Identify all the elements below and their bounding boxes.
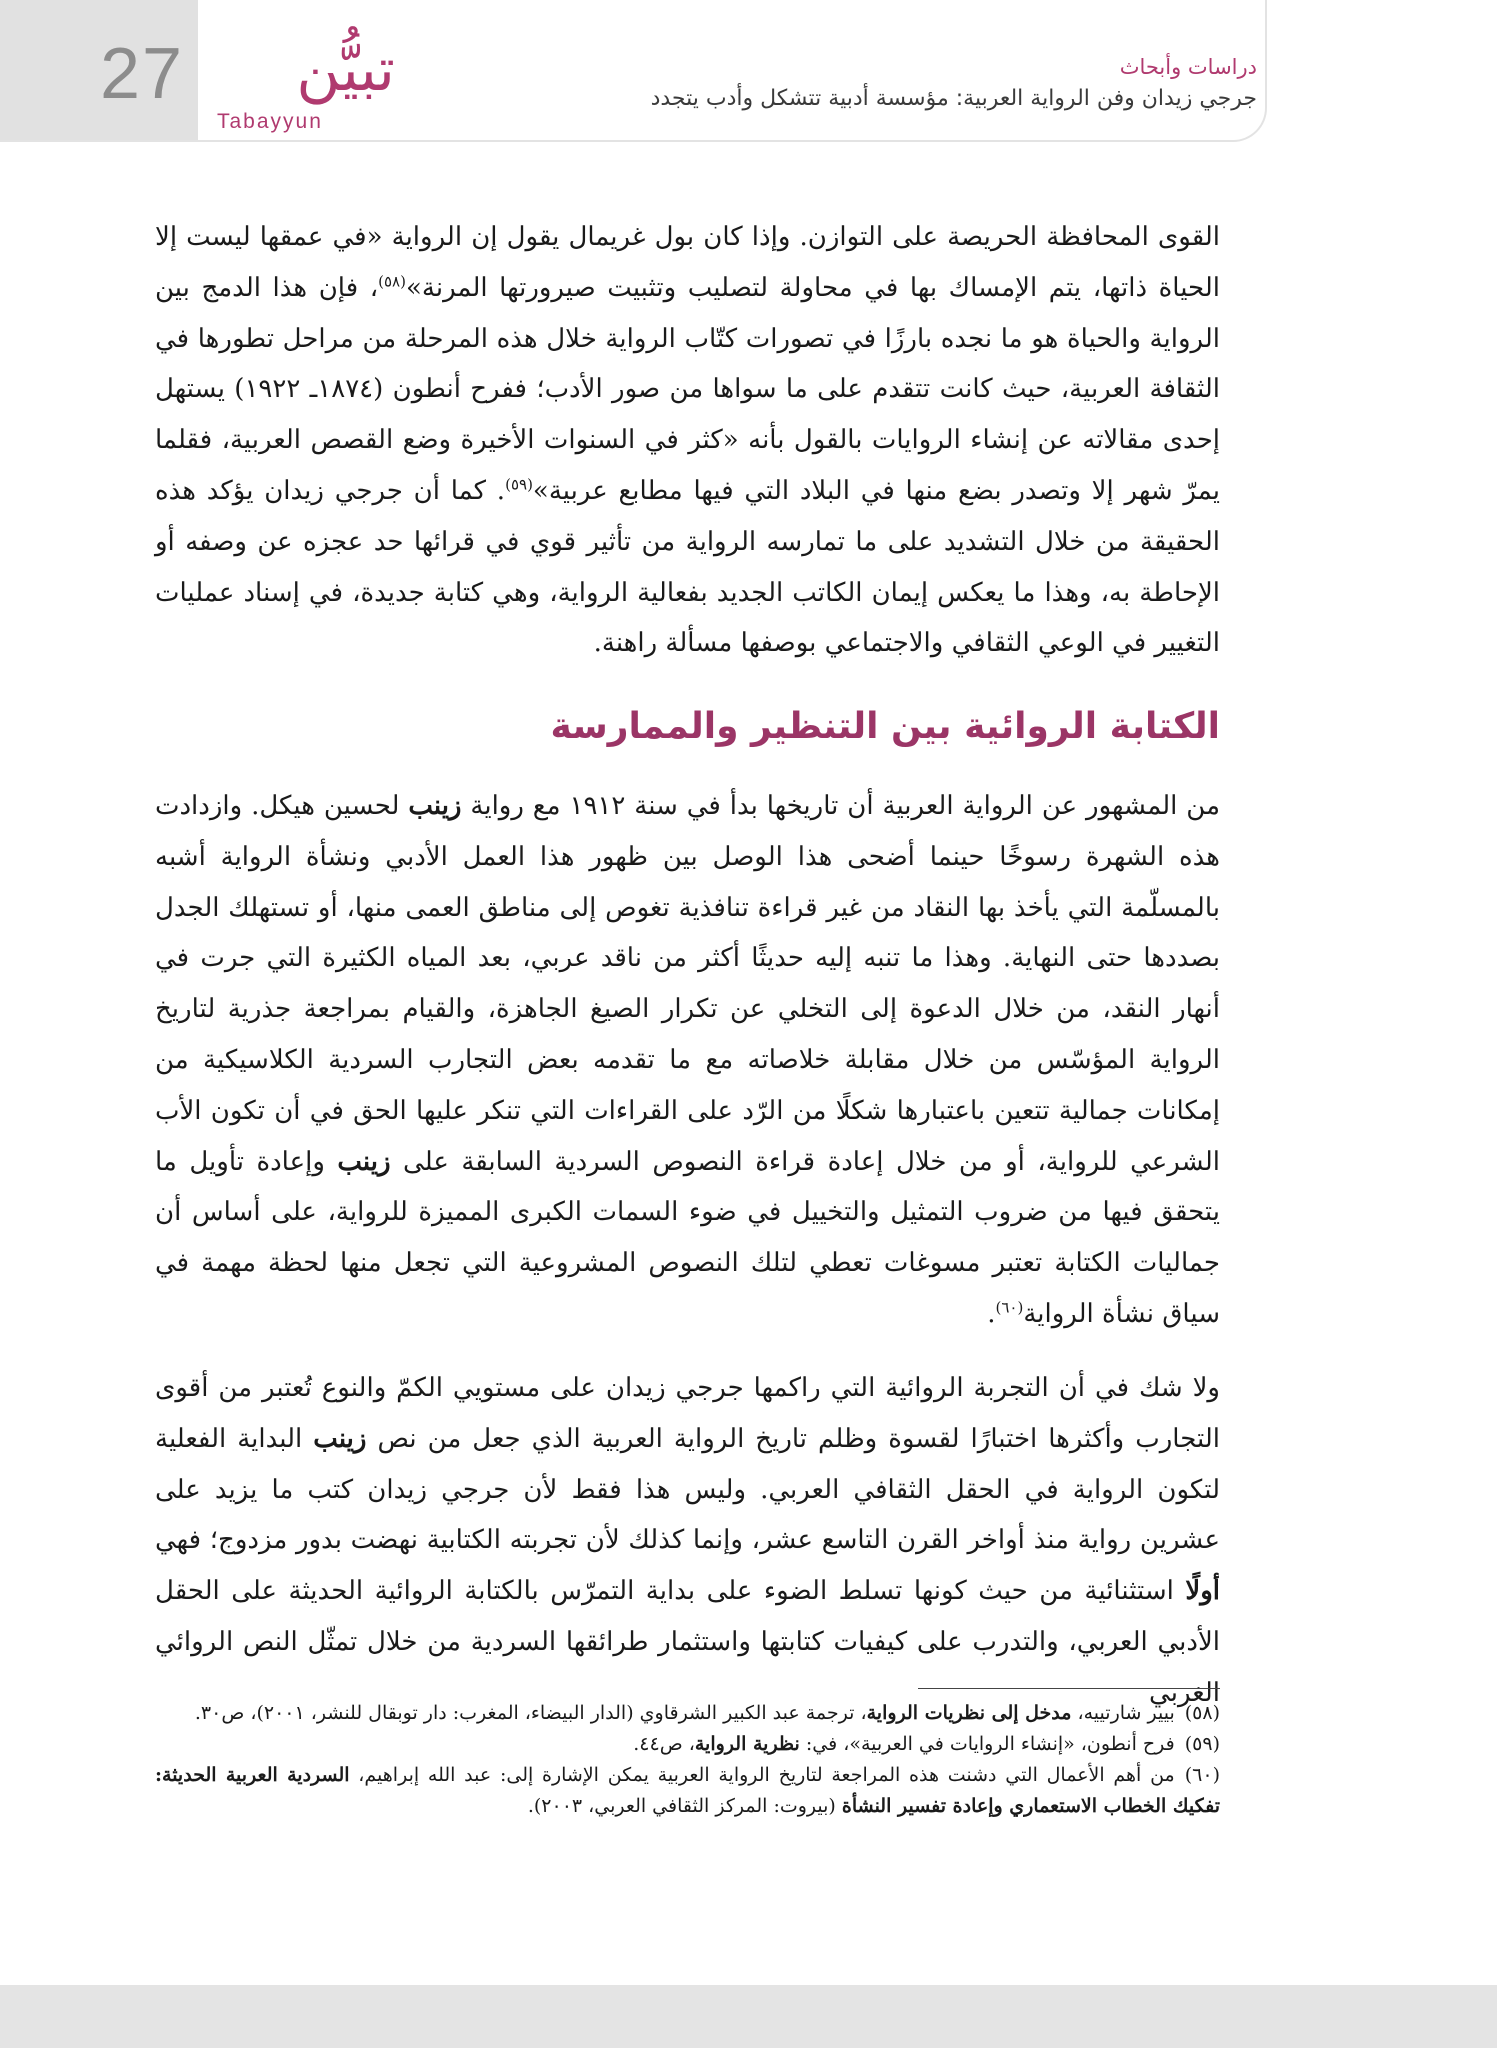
body-column-2 bbox=[155, 781, 1220, 1340]
paragraph-text: من المشهور عن الرواية العربية أن تاريخها بدأ في سنة ١٩١٢ مع رواية bbox=[461, 791, 1220, 821]
footnote-text: ، ترجمة عبد الكبير الشرقاوي (الدار البيضاء، المغرب: دار توبقال للنشر، ٢٠٠١)، ص٣٠. bbox=[194, 1702, 867, 1724]
paragraph-text: . كما أن جرجي زيدان يؤكد هذه الحقيقة من خلال التشديد على ما تمارسه الرواية من تأثير قوي في قرائها حد عجزه عن وصفه أو الإحاطة به، وهذا ما يعكس إيمان الكاتب الجديد بفعالية الرواية، وهي كتابة جديدة، في إسناد عمليات التغيير في الوعي الثقافي والاجتماعي بوصفها مسألة راهنة. bbox=[155, 475, 1220, 659]
paragraph-1 bbox=[155, 212, 1220, 669]
footnote-ref-58[interactable]: (٥٨) bbox=[378, 272, 406, 291]
page-number: 27 bbox=[100, 34, 185, 114]
body-column-3 bbox=[155, 1363, 1220, 1719]
footnote-text: من أهم الأعمال التي دشنت هذه المراجعة لتاريخ الرواية العربية يمكن الإشارة إلى: عبد الله إبراهيم، bbox=[349, 1764, 1175, 1786]
journal-logo bbox=[215, 35, 395, 136]
footnote-ref-59[interactable]: (٥٩) bbox=[505, 475, 533, 494]
paragraph-text: ولا شك في أن التجربة الروائية التي راكمها جرجي زيدان على مستويي الكمّ والنوع تُعتبر من أقوى التجارب وأكثرها اختبارًا لقسوة وظلم تاريخ الرواية العربية الذي جعل من نص bbox=[155, 1373, 1220, 1454]
paragraph-text: وإعادة تأويل ما يتحقق فيها من ضروب التمثيل والتخييل في ضوء السمات الكبرى المميزة للرواية، على أساس أن جماليات الكتابة تعتبر مسوغات تعطي لتلك النصوص المشروعية التي تجعل منها لحظة مهمة في سياق نشأة الرواية bbox=[155, 1146, 1221, 1329]
emphasis-word: أولًا bbox=[1185, 1576, 1220, 1607]
section-heading: الكتابة الروائية بين التنظير والممارسة bbox=[550, 706, 1220, 747]
novel-title: زينب bbox=[337, 1146, 391, 1177]
body-column-1 bbox=[155, 212, 1220, 669]
paragraph-2 bbox=[155, 781, 1220, 1340]
logo-latin-text: Tabayyun bbox=[217, 110, 323, 133]
paragraph-text: البداية الفعلية لتكون الرواية في الحقل الثقافي العربي. وليس هذا فقط لأن جرجي زيدان كتب ما يزيد على عشرين رواية منذ أواخر القرن التاسع عشر، وإنما كذلك لأن تجربته الكتابية نهضت بدور مزدوج؛ فهي bbox=[155, 1423, 1220, 1556]
footnote-number: (٥٨) bbox=[1184, 1702, 1220, 1724]
paragraph-text: ، فإن هذا الدمج بين الرواية والحياة هو ما نجده بارزًا في تصورات كتّاب الرواية خلال هذه المرحلة من مراحل تطورها في الثقافة العربية، حيث كانت تتقدم على ما سواها من صور الأدب؛ ففرح أنطون (١٨٧٤ـ ١٩٢٢) يستهل إحدى مقالاته عن إنشاء الروايات بالقول بأنه «كثر في السنوات الأخيرة وضع القصص العربية، فقلما يمرّ شهر إلا وتصدر بضع منها في البلاد التي فيها مطابع عربية» bbox=[155, 272, 1220, 506]
footnote-59 bbox=[155, 1729, 1220, 1760]
paragraph-text: . bbox=[987, 1298, 996, 1329]
footnote-text: (بيروت: المركز الثقافي العربي، ٢٠٠٣). bbox=[527, 1795, 842, 1817]
footnote-text: فرح أنطون، «إنشاء الروايات في العربية»، في: bbox=[799, 1733, 1175, 1755]
footnote-text: بيير شارتييه، bbox=[1071, 1702, 1175, 1724]
footnote-number: (٥٩) bbox=[1184, 1733, 1220, 1755]
paragraph-3 bbox=[155, 1363, 1220, 1719]
paragraph-text: لحسين هيكل. وازدادت هذه الشهرة رسوخًا حينما أضحى هذا الوصل بين ظهور هذا العمل الأدبي ونشأة الرواية أشبه بالمسلّمة التي يأخذ بها النقاد من غير قراءة تنافذية تغوص إلى مناطق العمى منها، أو تستهلك الجدل بصددها حتى النهاية. وهذا ما تنبه إليه حديثًا أكثر من ناقد عربي، بعد المياه الكثيرة التي جرت في أنهار النقد، من خلال الدعوة إلى التخلي عن تكرار الصيغ الجاهزة، والقيام بمراجعة جذرية لتاريخ الرواية المؤسّس من خلال مقابلة خلاصاته مع ما تقدمه بعض التجارب السردية الكلاسيكية من إمكانات جمالية تتعين باعتبارها شكلًا من الرّد على القراءات التي تنكر عليها الحق في أن تكون الأب الشرعي للرواية، أو من خلال إعادة قراءة النصوص السردية السابقة على bbox=[155, 791, 1220, 1177]
footnote-book-title: نظرية الرواية bbox=[694, 1733, 800, 1755]
footnote-book-title: السردية العربية الحديثة: تفكيك الخطاب الاستعماري وإعادة تفسير النشأة bbox=[155, 1764, 1220, 1817]
paragraph-text: القوى المحافظة الحريصة على التوازن. وإذا كان بول غريمال يقول إن الرواية «في عمقها ليست إلا الحياة ذاتها، يتم الإمساك بها في محاولة لتصليب وتثبيت صيرورتها المرنة» bbox=[155, 222, 1220, 303]
paragraph-text: استثنائية من حيث كونها تسلط الضوء على بداية التمرّس بالكتابة الروائية الحديثة على الحقل الأدبي العربي، والتدرب على كيفيات كتابتها واستثمار طرائقها السردية من خلال تمثّل النص الروائي الغربي bbox=[155, 1576, 1220, 1708]
page-footer-band bbox=[0, 1985, 1497, 2048]
footnote-60 bbox=[155, 1760, 1220, 1822]
footnote-text: ، ص٤٤. bbox=[633, 1733, 695, 1755]
running-title: جرجي زيدان وفن الرواية العربية: مؤسسة أدبية تتشكل وأدب يتجدد bbox=[650, 86, 1257, 111]
footnote-separator bbox=[918, 1688, 1220, 1689]
logo-arabic-text: تبيُّن bbox=[296, 35, 395, 105]
footnote-58 bbox=[155, 1698, 1220, 1729]
footnote-book-title: مدخل إلى نظريات الرواية bbox=[866, 1702, 1072, 1724]
footnote-ref-60[interactable]: (٦٠) bbox=[995, 1298, 1024, 1317]
novel-title: زينب bbox=[313, 1423, 367, 1454]
novel-title: زينب bbox=[408, 791, 462, 821]
footnote-number: (٦٠) bbox=[1184, 1764, 1220, 1786]
footnotes bbox=[155, 1698, 1220, 1822]
section-label: دراسات وأبحاث bbox=[1119, 55, 1257, 79]
